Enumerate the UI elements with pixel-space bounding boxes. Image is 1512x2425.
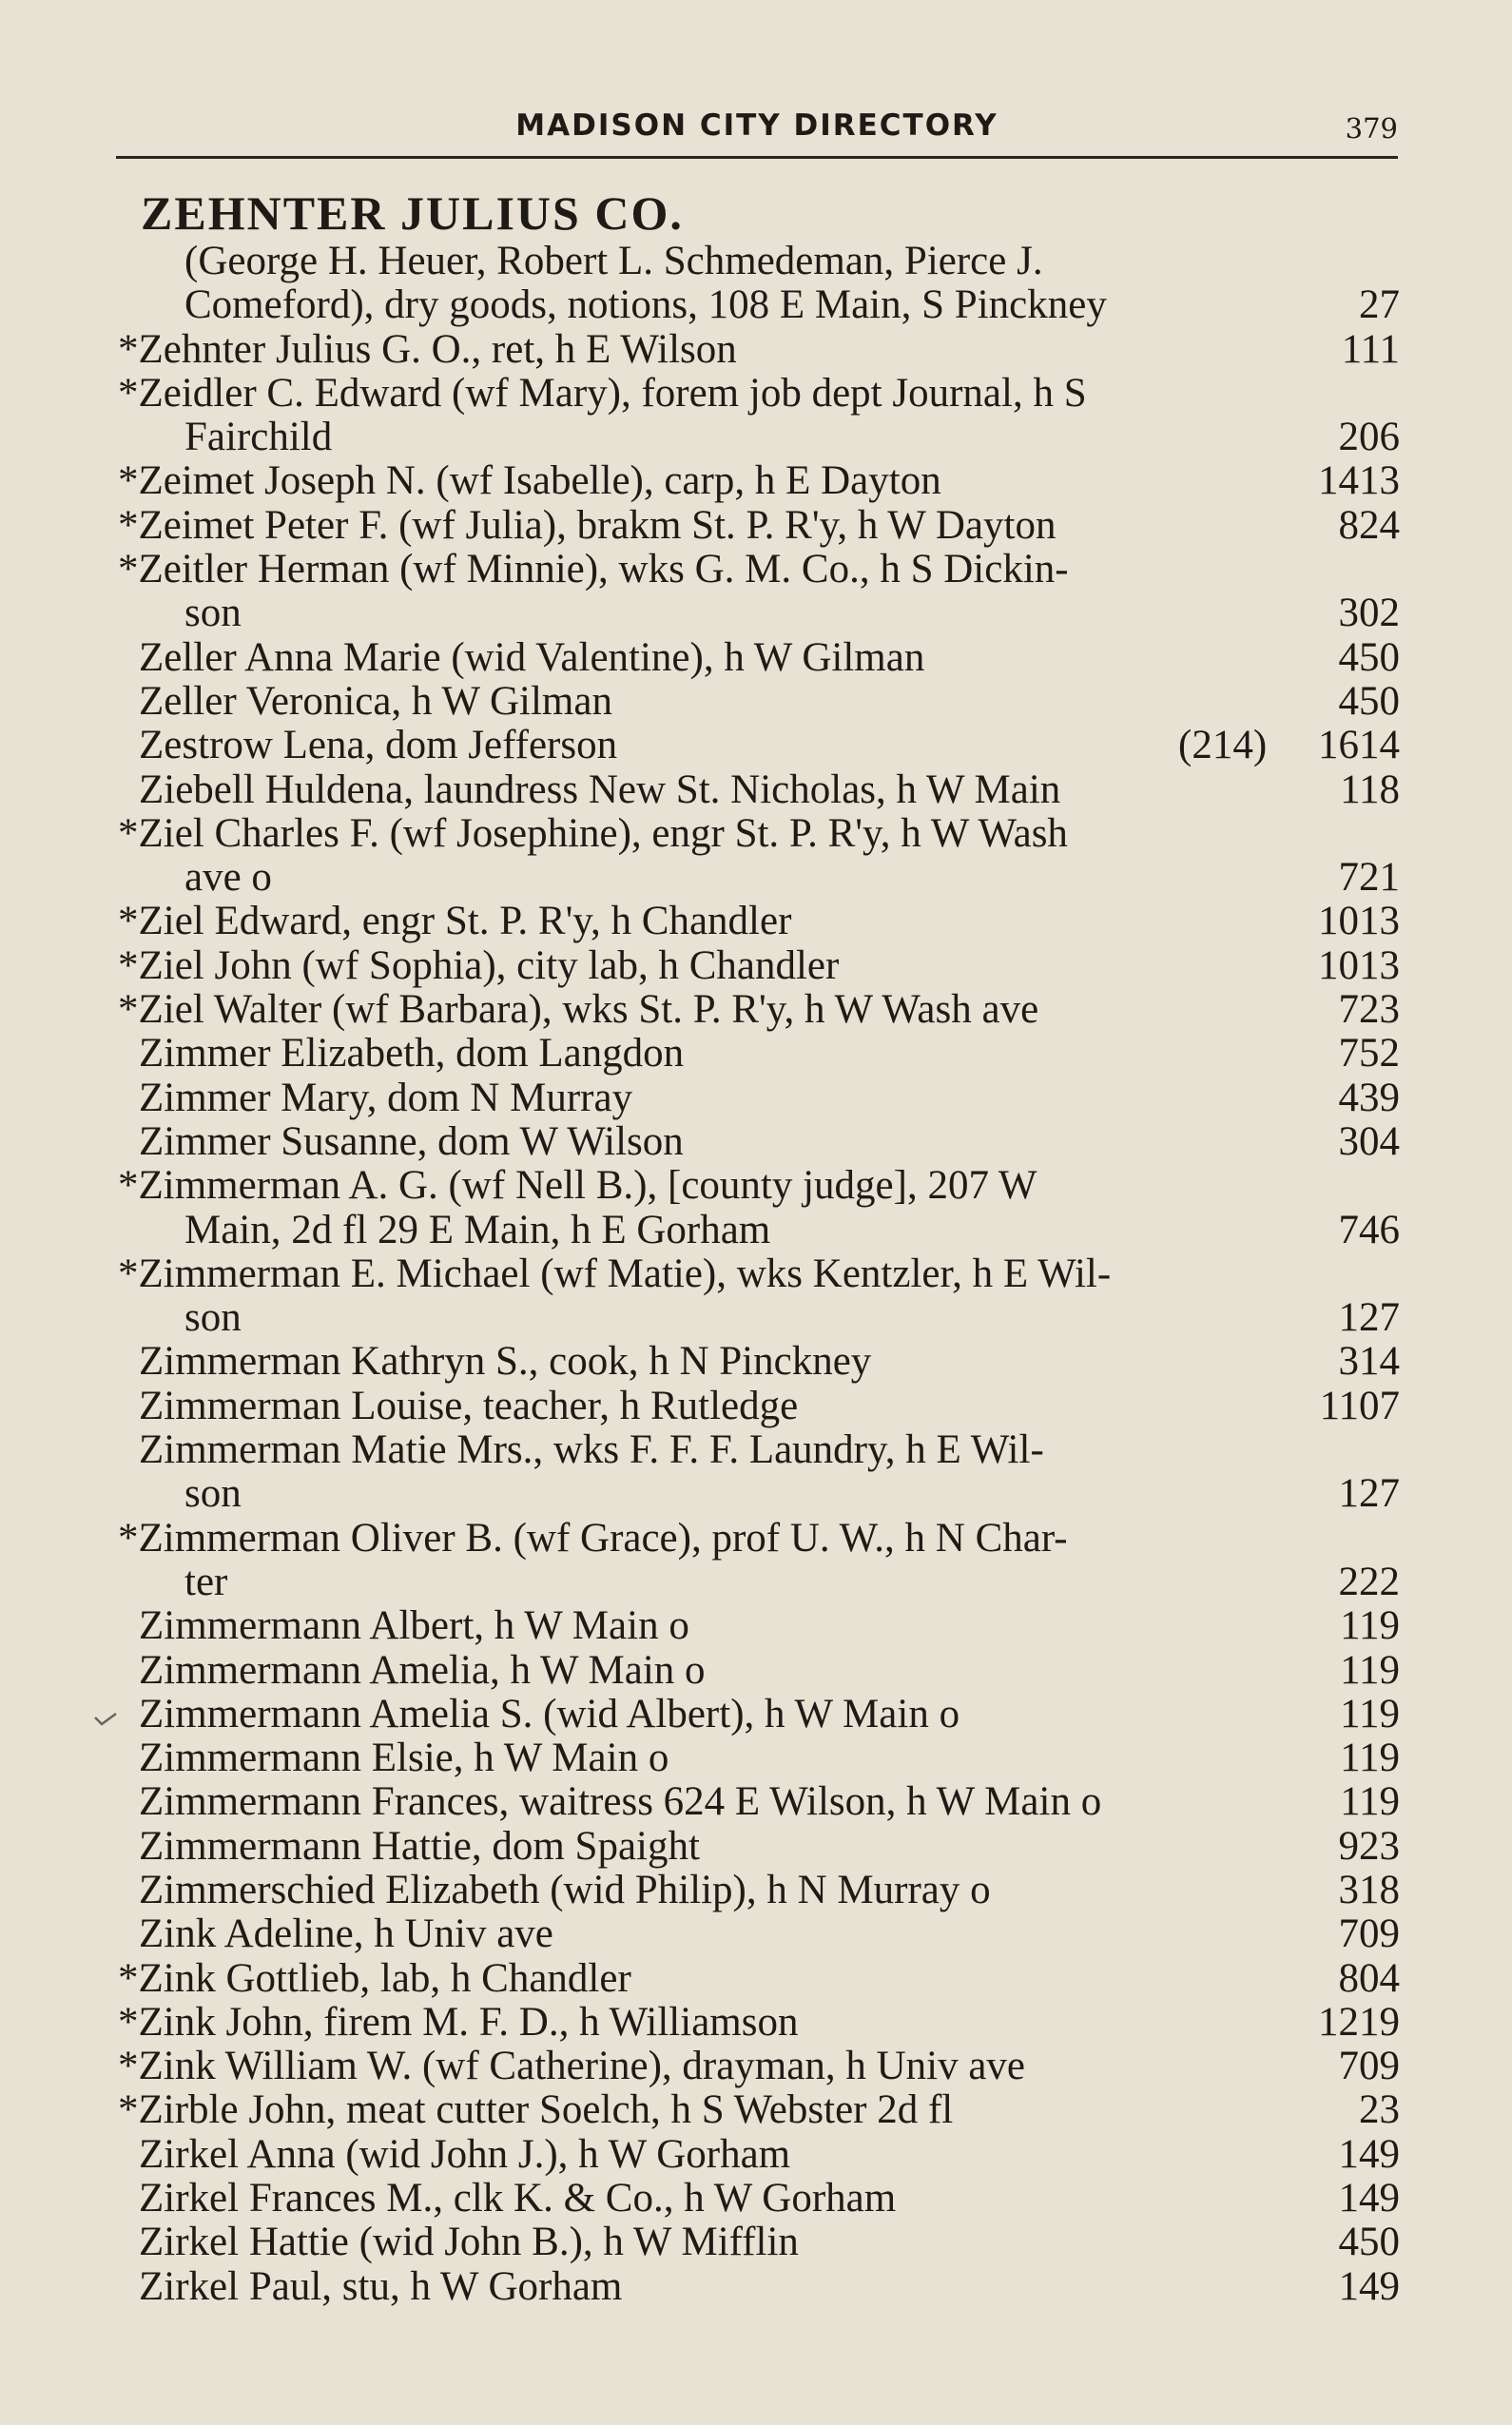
entry-text: *Zimmerman A. G. (wf Nell B.), [county judge], 207 W	[118, 1163, 1037, 1209]
directory-entry	[118, 680, 1400, 724]
directory-entry	[118, 1825, 1400, 1869]
entry-number: 23	[1359, 2087, 1400, 2133]
directory-entry	[118, 1032, 1400, 1076]
directory-entry	[118, 1912, 1400, 1956]
directory-entry	[118, 1693, 1400, 1736]
entry-text: Zeller Veronica, h W Gilman	[139, 678, 612, 724]
entry-text: Zirkel Hattie (wid John B.), h W Mifflin	[139, 2220, 799, 2265]
page-header	[116, 103, 1398, 150]
entry-text: Zimmermann Amelia S. (wid Albert), h W Main o	[139, 1691, 960, 1736]
entry-number: 127	[1338, 1471, 1400, 1517]
directory-entry	[118, 328, 1400, 372]
entry-text: Zirkel Frances M., clk K. & Co., h W Gorham	[139, 2176, 897, 2221]
entry-text: *Zeimet Joseph N. (wf Isabelle), carp, h E Dayton	[118, 458, 941, 504]
entry-phone-prefix: (214)	[1178, 723, 1268, 768]
directory-entry	[118, 1649, 1400, 1693]
directory-entry	[118, 812, 1400, 856]
directory-entry	[118, 2133, 1400, 2177]
entry-text: ave o	[184, 855, 272, 901]
entry-text: (George H. Heuer, Robert L. Schmedeman, Pierce J.	[184, 239, 1043, 283]
running-title: MADISON CITY DIRECTORY	[515, 108, 998, 143]
entry-text: Zimmer Susanne, dom W Wilson	[139, 1118, 684, 1164]
entry-number: 709	[1338, 1911, 1400, 1957]
directory-entry	[118, 2088, 1400, 2132]
entry-text: Zimmerman Kathryn S., cook, h N Pinckney	[139, 1339, 872, 1385]
directory-entry	[118, 1077, 1400, 1120]
directory-entry	[118, 944, 1400, 988]
entry-text: *Ziel John (wf Sophia), city lab, h Chandler	[118, 942, 840, 988]
entry-number: 206	[1338, 415, 1400, 460]
directory-entry	[118, 2221, 1400, 2264]
entry-text: *Zimmerman Oliver B. (wf Grace), prof U. W., h N Char-	[118, 1515, 1068, 1561]
entry-text: *Zirble John, meat cutter Soelch, h S Webster 2d fl	[118, 2087, 954, 2133]
entry-text: Fairchild	[184, 415, 333, 460]
directory-entry	[118, 592, 1400, 635]
entry-number: 1219	[1318, 1999, 1400, 2045]
directory-entry	[118, 1296, 1400, 1340]
entry-number: 1614	[1318, 723, 1400, 768]
entry-text: Zimmer Elizabeth, dom Langdon	[139, 1031, 685, 1077]
directory-entry	[118, 1561, 1400, 1604]
directory-entry	[118, 768, 1400, 812]
entry-number: 721	[1338, 855, 1400, 901]
entry-number: 450	[1338, 678, 1400, 724]
directory-entry	[118, 283, 1400, 327]
entry-text: *Ziel Charles F. (wf Josephine), engr St. P. R'y, h W Wash	[118, 810, 1068, 856]
directory-entry	[118, 1604, 1400, 1648]
entry-number: 127	[1338, 1295, 1400, 1341]
entry-number: 302	[1338, 591, 1400, 636]
directory-entry	[118, 2265, 1400, 2309]
entry-number: 746	[1338, 1207, 1400, 1252]
directory-entry	[118, 1164, 1400, 1208]
directory-entry	[118, 1385, 1400, 1428]
entry-number: 119	[1340, 1779, 1400, 1825]
header-rule	[116, 156, 1398, 159]
entry-text: Zimmermann Amelia, h W Main o	[139, 1647, 706, 1693]
entry-number: 804	[1338, 1955, 1400, 2001]
company-heading: ZEHNTER JULIUS CO.	[141, 186, 684, 240]
entry-number: 318	[1338, 1867, 1400, 1912]
entry-text: *Zink John, firem M. F. D., h Williamson	[118, 1999, 799, 2045]
directory-entry	[118, 1252, 1400, 1296]
entry-text: Zeller Anna Marie (wid Valentine), h W Gilman	[139, 634, 925, 680]
entry-number: 1013	[1318, 942, 1400, 988]
directory-entry	[118, 372, 1400, 416]
directory-entry	[118, 2045, 1400, 2088]
directory-entry	[118, 416, 1400, 459]
entry-number: 752	[1338, 1031, 1400, 1077]
entry-number: 27	[1359, 282, 1400, 328]
directory-entry	[118, 1780, 1400, 1824]
entry-text: Zirkel Paul, stu, h W Gorham	[139, 2263, 623, 2309]
entry-number: 709	[1338, 2044, 1400, 2089]
entry-number: 149	[1338, 2131, 1400, 2177]
entry-text: son	[184, 1295, 242, 1341]
entry-text: *Zink Gottlieb, lab, h Chandler	[118, 1955, 631, 2001]
entry-text: Ziebell Huldena, laundress New St. Nicholas, h W Main	[139, 766, 1061, 812]
directory-entry	[118, 2001, 1400, 2045]
directory-entry	[118, 1957, 1400, 2001]
entry-number: 119	[1340, 1603, 1400, 1649]
entry-number: 314	[1338, 1339, 1400, 1385]
directory-entry	[118, 1340, 1400, 1384]
entry-number: 450	[1338, 2220, 1400, 2265]
entry-text: Zimmerman Louise, teacher, h Rutledge	[139, 1383, 799, 1428]
entries-list	[118, 240, 1400, 2309]
entry-number: 723	[1338, 987, 1400, 1033]
entry-text: *Ziel Walter (wf Barbara), wks St. P. R'y, h W Wash ave	[118, 987, 1039, 1033]
directory-entry	[118, 856, 1400, 900]
entry-text: son	[184, 1471, 242, 1517]
directory-entry	[118, 240, 1400, 283]
entry-text: Zirkel Anna (wid John J.), h W Gorham	[139, 2131, 791, 2177]
entry-text: Zink Adeline, h Univ ave	[139, 1911, 553, 1957]
entry-text: ter	[184, 1559, 228, 1604]
entry-text: *Zeitler Herman (wf Minnie), wks G. M. Co., h S Dickin-	[118, 547, 1069, 592]
entry-number: 1413	[1318, 458, 1400, 504]
entry-text: *Zink William W. (wf Catherine), drayman, h Univ ave	[118, 2044, 1025, 2089]
directory-entry	[118, 724, 1400, 767]
directory-entry	[118, 1209, 1400, 1252]
check-mark-icon	[93, 1712, 118, 1727]
directory-entry	[118, 988, 1400, 1032]
entry-number: 923	[1338, 1823, 1400, 1869]
entry-text: Zimmermann Frances, waitress 624 E Wilson, h W Main o	[139, 1779, 1102, 1825]
directory-entry	[118, 900, 1400, 943]
directory-entry	[118, 1472, 1400, 1516]
entry-text: Zimmermann Hattie, dom Spaight	[139, 1823, 700, 1869]
entry-text: son	[184, 591, 242, 636]
entry-text: Zimmermann Albert, h W Main o	[139, 1603, 689, 1649]
entry-number: 118	[1340, 766, 1400, 812]
entry-text: *Zehnter Julius G. O., ret, h E Wilson	[118, 326, 737, 372]
entry-text: *Ziel Edward, engr St. P. R'y, h Chandler	[118, 899, 792, 944]
entry-text: *Zeidler C. Edward (wf Mary), forem job dept Journal, h S	[118, 370, 1087, 416]
entry-number: 149	[1338, 2176, 1400, 2221]
entry-number: 824	[1338, 502, 1400, 548]
entry-number: 1107	[1319, 1383, 1400, 1428]
directory-entry	[118, 1517, 1400, 1561]
entry-number: 149	[1338, 2263, 1400, 2309]
entry-number: 450	[1338, 634, 1400, 680]
entry-text: Zimmer Mary, dom N Murray	[139, 1075, 633, 1120]
entry-number: 119	[1340, 1647, 1400, 1693]
entry-number: 222	[1338, 1559, 1400, 1604]
entry-text: Zimmerschied Elizabeth (wid Philip), h N Murray o	[139, 1867, 991, 1912]
directory-entry	[118, 459, 1400, 503]
directory-listing	[118, 186, 1400, 2309]
directory-entry	[118, 1869, 1400, 1912]
entry-number: 304	[1338, 1118, 1400, 1164]
entry-number: 111	[1341, 326, 1400, 372]
entry-text: *Zimmerman E. Michael (wf Matie), wks Kentzler, h E Wil-	[118, 1251, 1112, 1296]
directory-entry	[118, 636, 1400, 680]
entry-text: Zimmerman Matie Mrs., wks F. F. F. Laundry, h E Wil-	[139, 1427, 1044, 1473]
page-number: 379	[1345, 112, 1398, 145]
entry-text: Zestrow Lena, dom Jefferson	[139, 723, 618, 768]
entry-text: *Zeimet Peter F. (wf Julia), brakm St. P. R'y, h W Dayton	[118, 502, 1056, 548]
entry-number: 439	[1338, 1075, 1400, 1120]
entry-number: 119	[1340, 1691, 1400, 1736]
entry-text: Main, 2d fl 29 E Main, h E Gorham	[184, 1207, 771, 1252]
directory-entry	[118, 504, 1400, 548]
directory-entry	[118, 1736, 1400, 1780]
entry-number: 1013	[1318, 899, 1400, 944]
directory-entry	[118, 1120, 1400, 1164]
directory-entry	[118, 548, 1400, 592]
directory-entry	[118, 2177, 1400, 2221]
entry-number: 119	[1340, 1736, 1400, 1781]
entry-text: Comeford), dry goods, notions, 108 E Main, S Pinckney	[184, 282, 1107, 328]
directory-entry	[118, 1428, 1400, 1472]
entry-text: Zimmermann Elsie, h W Main o	[139, 1736, 669, 1781]
